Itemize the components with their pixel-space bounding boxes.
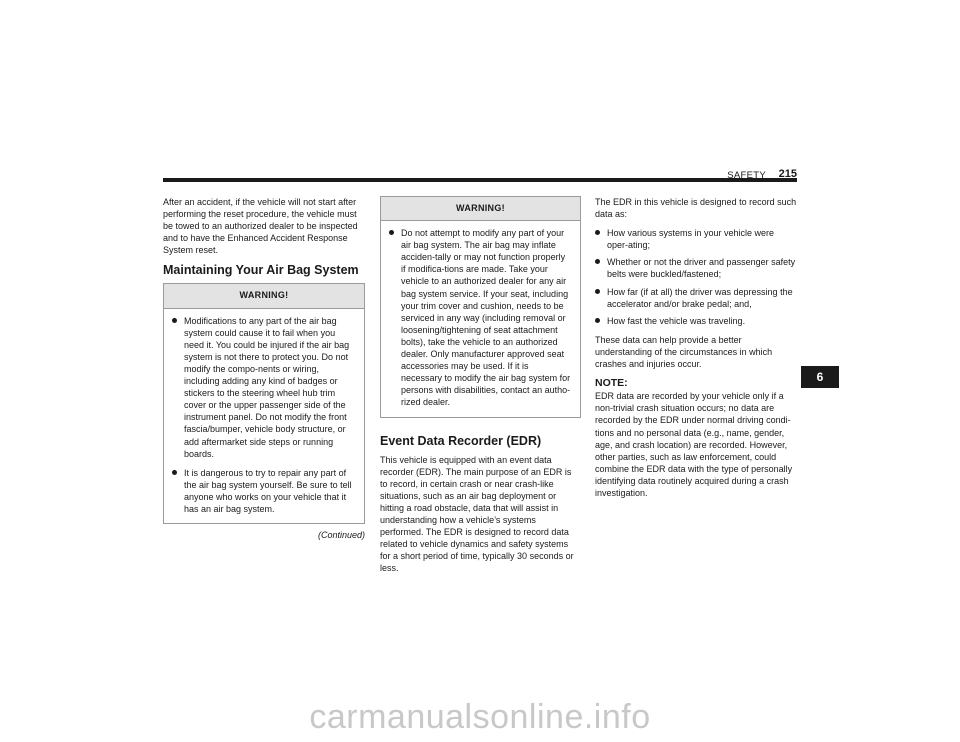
intro-paragraph: After an accident, if the vehicle will not start after performing the reset procedure, the vehicle must be towed to an authorized dealer to be inspected and to have the Enhanced Accident Response System reset. bbox=[163, 197, 358, 256]
continued-label: (Continued) bbox=[317, 530, 365, 541]
section-heading-edr: Event Data Recorder (EDR) bbox=[380, 433, 542, 448]
edr-intro: The EDR in this vehicle is designed to record such data as: bbox=[595, 197, 797, 220]
warning-title: WARNING! bbox=[164, 284, 364, 308]
section-heading-airbag: Maintaining Your Air Bag System bbox=[163, 263, 359, 278]
bullet-icon bbox=[172, 318, 177, 323]
edr-data-list bbox=[595, 227, 797, 327]
list-item: How fast the vehicle was traveling. bbox=[595, 315, 797, 327]
note-paragraph: EDR data are recorded by your vehicle only if a non-trivial crash situation occurs; no data are recorded by the EDR under normal driving condi-tions and no personal data (e.g., name, gender, age, and crash location) are recorded. However, other parties, such as law enforcement, could combine the EDR data with the type of personally identifying data routinely acquired during a crash investigation. bbox=[595, 391, 793, 498]
warning-item: It is dangerous to try to repair any part of the air bag system yourself. Be sure to tell anyone who works on your vehicle that it has an air bag system. bbox=[172, 467, 356, 515]
list-item: How far (if at all) the driver was depressing the accelerator and/or brake pedal; and, bbox=[595, 286, 797, 310]
bullet-icon bbox=[595, 259, 600, 264]
chapter-tab[interactable]: 6 bbox=[801, 366, 839, 388]
column-2 bbox=[380, 196, 581, 581]
column-3 bbox=[595, 196, 797, 506]
warning-box bbox=[380, 196, 581, 418]
note-label: NOTE: bbox=[595, 377, 628, 390]
column-1 bbox=[163, 196, 365, 541]
edr-after-paragraph: These data can help provide a better understanding of the circumstances in which crashes and injuries occur. bbox=[595, 334, 773, 370]
bullet-icon bbox=[595, 230, 600, 235]
list-item: How various systems in your vehicle were oper-ating; bbox=[595, 227, 797, 251]
bullet-icon bbox=[389, 230, 394, 235]
page-number: 215 bbox=[778, 168, 797, 180]
bullet-icon bbox=[595, 289, 600, 294]
list-item: Whether or not the driver and passenger safety belts were buckled/fastened; bbox=[595, 256, 797, 280]
warning-box bbox=[163, 283, 365, 524]
section-title: SAFETY bbox=[727, 170, 766, 181]
bullet-icon bbox=[172, 470, 177, 475]
warning-list bbox=[172, 315, 356, 516]
warning-item: Modifications to any part of the air bag system could cause it to fail when you need it. You could be injured if the air bag system is not there to protect you. Do not modify the compo-nents or wiring, including adding any kind of badges or stickers to the steering wheel hub trim cover or the upper passenger side of the instrument panel. Do not modify the front fascia/bumper, vehicle body structure, or add aftermarket side steps or running boards. bbox=[172, 315, 356, 460]
bullet-icon bbox=[595, 318, 600, 323]
warning-title: WARNING! bbox=[381, 197, 580, 221]
warning-list bbox=[389, 227, 572, 408]
watermark: carmanualsonline.info bbox=[309, 698, 651, 736]
warning-item: Do not attempt to modify any part of your air bag system. The air bag may inflate acciden-tally or may not function properly if modifica-tions are made. Take your vehicle to an authorized dealer for any air bag system service. If your seat, including your trim cover and cushion, needs to be serviced in any way (including removal or loosening/tightening of seat attachment bolts), take the vehicle to an authorized dealer. Only manufacturer approved seat accessories may be used. If it is necessary to modify the air bag system for persons with disabilities, contact an autho-rized dealer. bbox=[389, 227, 572, 408]
edr-paragraph: This vehicle is equipped with an event data recorder (EDR). The main purpose of an EDR is to record, in certain crash or near crash-like situations, such as an air bag deployment or hitting a road obstacle, data that will assist in understanding how a vehicle’s systems performed. The EDR is designed to record data related to vehicle dynamics and safety systems for a short period of time, typically 30 seconds or less. bbox=[380, 454, 574, 574]
